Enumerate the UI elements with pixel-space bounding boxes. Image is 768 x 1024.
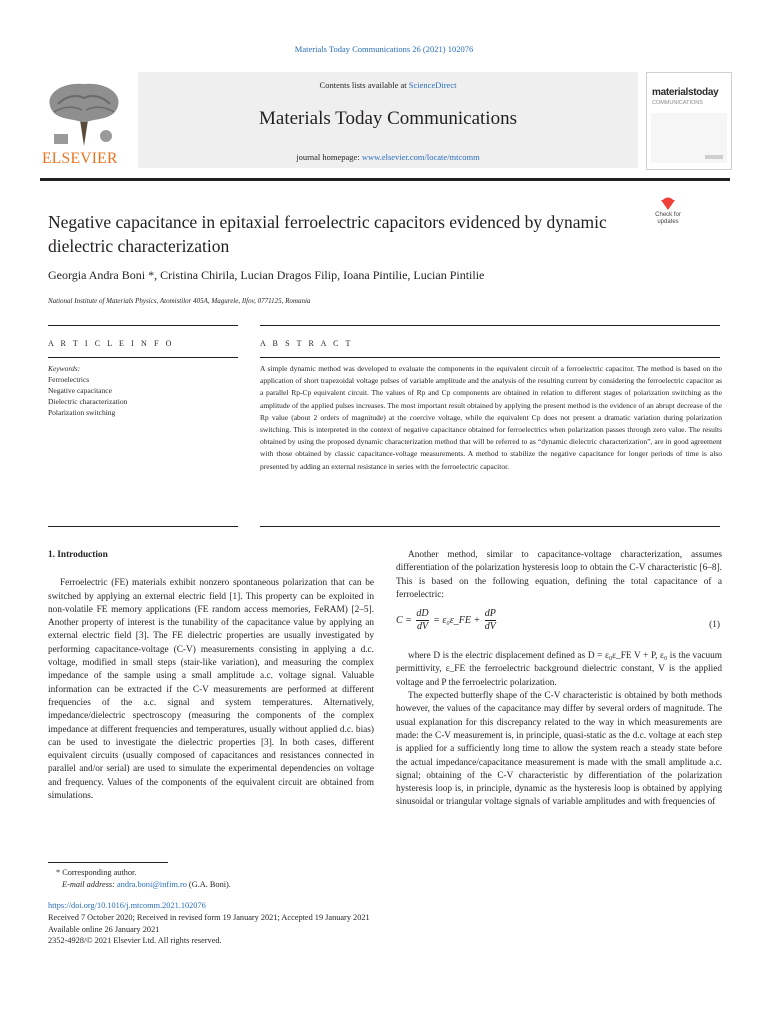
equation-lhs: C =	[396, 614, 415, 626]
body-paragraph: Ferroelectric (FE) materials exhibit nonzero spontaneous polarization that can be switched by applying an external electric field [1]. This property can be exploited in non-volatile FE memory applications (FE random access memories, FeRAM) [2–5]. Another property of interest is the tunability of the capacitance value by applying an external electric field [3]. The FE dielectric properties are usually investigated by performing capacitance-voltage (C-V) measurements consisting in applying a d.c. voltage, modified in small steps (stair-like variation), and measuring the complex impedance of the sample using a small amplitude a.c. voltage signal. Valuable information can be extracted if the C-V measurements are performed at different frequencies of the a.c. signal and system temperatures. Alternatively, impedance/dielectric spectroscopy (measuring the components of the complex impedance at different frequencies and temperatures, usually without applied d.c. bias) can be used to investigate the dielectric properties [3]. In both cases, different equivalent circuits (usually composed of capacitances and resistances connected in parallel and/or serial) are used to simulate the experimental dependencies on voltage and frequency. Values of the components of the equivalent circuit are obtained from simulations.	[48, 578, 374, 802]
body-column-left	[48, 549, 374, 803]
equation-middle: = ε₀ε_FE +	[433, 614, 483, 626]
crossmark-line1: Check for	[655, 212, 681, 218]
contents-prefix: Contents lists available at	[319, 80, 409, 90]
equation-fraction-dD-dV	[416, 608, 428, 633]
fraction-denominator: dV	[484, 621, 496, 633]
email-suffix: (G.A. Boni).	[186, 880, 231, 889]
journal-title: Materials Today Communications	[259, 108, 517, 129]
sciencedirect-link[interactable]: ScienceDirect	[408, 80, 457, 90]
body-paragraph: Another method, similar to capacitance-voltage characterization, assumes differentiation of the polarization hysteresis loop to obtain the C-V characteristic [6–8]. This is based on the following equation, defining the total capacitance of a ferroelectric:	[396, 550, 722, 600]
article-info-heading: A R T I C L E I N F O	[48, 339, 175, 348]
crossmark-line2: updates	[657, 219, 679, 225]
article-info-rule-top	[48, 325, 238, 326]
equation-number: (1)	[709, 620, 720, 631]
abstract-heading: A B S T R A C T	[260, 339, 354, 348]
email-note	[48, 879, 231, 891]
doi-link[interactable]: https://doi.org/10.1016/j.mtcomm.2021.102076	[48, 901, 206, 910]
section-heading-introduction: 1. Introduction	[48, 550, 108, 560]
abstract-rule-bottom	[260, 526, 720, 527]
copyright-line: 2352-4928/© 2021 Elsevier Ltd. All rights reserved.	[48, 936, 222, 946]
abstract-text: A simple dynamic method was developed to evaluate the components in the equivalent circuit of a ferroelectric capacitor. The method is based on the application of short trapezoidal voltage pulses of variable amplitude and the analysis of the resulting current by considering the ferroelectric capacitor as a parallel Rp-Cp equivalent circuit. The values of Rp and Cp components are obtained in relation to different stages of polarization switching as the amplitude of the applied pulses increases. The most important result obtained by applying the present method is the evidence of an abrupt decrease of the Rp value (about 2 orders of magnitude) at the coercive voltage, while the equivalent Cp does not present a dramatic variation during polarization switching. This is interpreted in the context of negative capacitance obtained for ferroelectrics when polarization passes through zero value. The results obtained by using the proposed dynamic characterization method that will be referred to as “dynamic dielectric characterization”, are in good agreement with those obtained by classic capacitance-voltage measurements. A method to stabilize the negative capacitance for longer periods of time is also presented by adding an external resistance in series with the ferroelectric capacitor.	[260, 364, 722, 471]
equation-1	[396, 608, 722, 644]
homepage-prefix: journal homepage:	[296, 152, 362, 162]
cover-subtitle: COMMUNICATIONS	[652, 100, 703, 106]
keywords-label: Keywords:	[48, 364, 81, 373]
fraction-numerator: dD	[416, 608, 429, 620]
fraction-numerator: dP	[484, 608, 496, 620]
keywords-block	[48, 363, 127, 418]
elsevier-wordmark: ELSEVIER	[42, 150, 118, 167]
affiliation: National Institute of Materials Physics, Atomistilor 405A, Magurele, Ilfov, 0771125, Romania	[48, 297, 311, 305]
keyword-item: Dielectric characterization	[48, 397, 128, 406]
journal-cover-thumbnail	[646, 72, 732, 170]
cover-brand: materialstoday	[652, 87, 719, 98]
journal-masthead	[40, 72, 730, 172]
received-dates: Received 7 October 2020; Received in revised form 19 January 2021; Accepted 19 January 2021	[48, 912, 370, 922]
corresponding-author-note: * Corresponding author.	[56, 868, 137, 877]
journal-reference-link[interactable]: Materials Today Communications 26 (2021) 102076	[294, 44, 474, 54]
fraction-denominator: dV	[416, 621, 429, 633]
author-list: Georgia Andra Boni *, Cristina Chirila, Lucian Dragos Filip, Ioana Pintilie, Lucian Pintilie	[48, 268, 485, 282]
keyword-item: Polarization switching	[48, 408, 116, 417]
footnotes	[48, 867, 231, 891]
keyword-item: Ferroelectrics	[48, 375, 90, 384]
article-info-rule-mid	[48, 357, 238, 358]
equation-fraction-dP-dV	[485, 608, 496, 633]
available-online: Available online 26 January 2021	[48, 924, 160, 934]
journal-homepage-link[interactable]: www.elsevier.com/locate/mtcomm	[361, 152, 480, 162]
masthead-rule	[40, 178, 730, 181]
body-column-right	[396, 549, 722, 810]
masthead-banner	[138, 72, 638, 168]
abstract-rule-mid	[260, 357, 720, 358]
crossmark-label[interactable]	[648, 212, 688, 226]
abstract-rule-top	[260, 325, 720, 326]
article-info-rule-bottom	[48, 526, 238, 527]
body-paragraph: The expected butterfly shape of the C-V characteristic is obtained by both methods however, the values of the capacitance may differ by several orders of magnitude. The usual explanation for this discrepancy related to the way in which measurements are made: the C-V measurement is, in principle, quasi-static as the d.c. voltage at each step is applied for a sufficiently long time to allow the system reach a steady state before the actual impedance/capacitance measurement is made with the small amplitude a.c. signal; obtaining of the C-V characteristic by differentiation of the polarization hysteresis loop is, in principle, dynamic as the hysteresis loop is obtained by applying sinusoidal or triangular voltage signals of variable amplitudes and with frequencies of	[396, 691, 722, 808]
keyword-item: Negative capacitance	[48, 386, 112, 395]
email-label: E-mail address:	[62, 880, 117, 889]
body-paragraph: where D is the electric displacement defined as D = ε₀ε_FE V + P, ε₀ is the vacuum permittivity, ε_FE the ferroelectric background dielectric constant, V is the applied voltage and P the ferroelectric polarization.	[396, 651, 722, 688]
contents-line	[138, 80, 638, 90]
article-title: Negative capacitance in epitaxial ferroelectric capacitors evidenced by dynamic dielectric characterization	[48, 212, 607, 256]
footnote-rule	[48, 862, 168, 863]
author-email-link[interactable]: andra.boni@infim.ro	[117, 880, 187, 889]
publication-info	[48, 900, 370, 947]
homepage-line	[138, 152, 638, 162]
cover-artwork	[651, 113, 727, 163]
